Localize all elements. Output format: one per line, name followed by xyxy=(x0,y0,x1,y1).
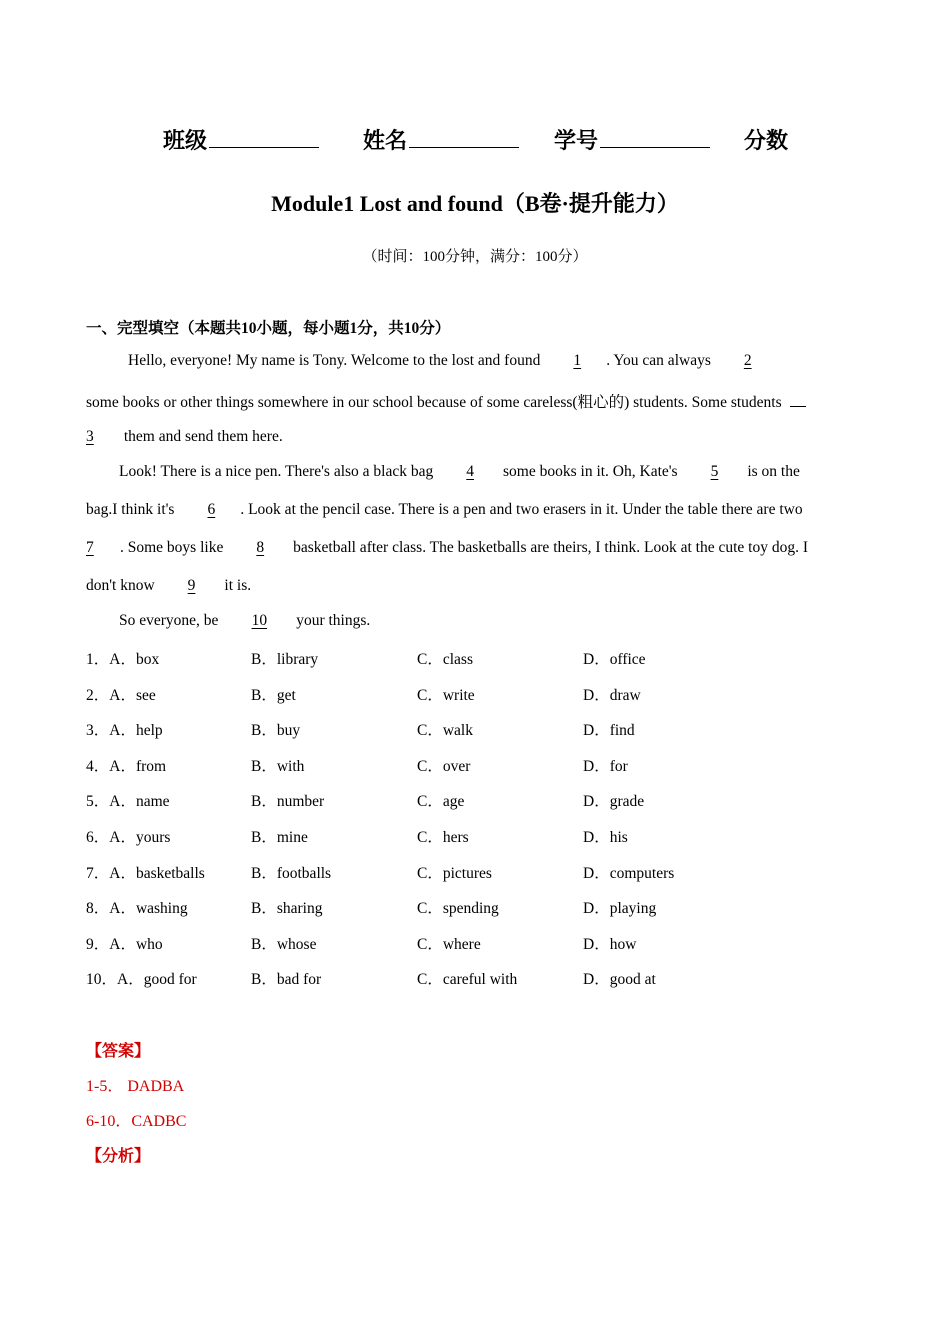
option-b: whose xyxy=(276,936,317,953)
time-score-note: （时间：100分钟，满分：100分） xyxy=(362,249,588,265)
option-cell[interactable] xyxy=(417,647,473,669)
option-d: for xyxy=(609,758,628,775)
option-cell[interactable] xyxy=(583,967,656,989)
blank-3[interactable]: 3 xyxy=(86,428,94,445)
blank-6[interactable]: 6 xyxy=(207,501,216,518)
option-c: walk xyxy=(442,722,473,739)
option-c-label: C． xyxy=(417,651,443,668)
name-label: 姓名 xyxy=(363,128,408,153)
option-cell[interactable] xyxy=(583,896,656,918)
option-b: with xyxy=(276,758,305,775)
class-label: 班级 xyxy=(163,128,208,153)
question-number: 6．A． xyxy=(86,829,136,846)
passage-line-4 xyxy=(119,463,800,481)
student-info-row xyxy=(0,124,950,158)
option-c-label: C． xyxy=(417,829,443,846)
option-d: draw xyxy=(609,687,641,704)
option-b-label: B． xyxy=(251,651,277,668)
blank-10[interactable]: 10 xyxy=(251,612,268,629)
option-c: careful with xyxy=(442,971,518,988)
option-c: where xyxy=(442,936,481,953)
option-cell[interactable] xyxy=(583,789,644,811)
option-c-label: C． xyxy=(417,758,443,775)
option-c: age xyxy=(442,793,465,810)
option-a: see xyxy=(135,687,156,704)
option-b: footballs xyxy=(276,865,332,882)
option-d: how xyxy=(609,936,637,953)
option-b: get xyxy=(276,687,296,704)
option-a: good for xyxy=(143,971,197,988)
option-b: bad for xyxy=(276,971,322,988)
option-d: grade xyxy=(609,793,645,810)
option-cell[interactable] xyxy=(86,754,166,776)
passage-text: is on the xyxy=(747,463,800,480)
option-a: box xyxy=(135,651,160,668)
option-d-label: D． xyxy=(583,793,610,810)
option-cell[interactable] xyxy=(583,754,628,776)
option-c: class xyxy=(442,651,473,668)
option-cell[interactable] xyxy=(417,932,481,954)
class-field[interactable] xyxy=(163,124,319,155)
option-b-label: B． xyxy=(251,829,277,846)
option-cell[interactable] xyxy=(583,683,641,705)
student-id-field[interactable] xyxy=(554,124,710,155)
option-d: his xyxy=(609,829,628,846)
option-cell[interactable] xyxy=(86,718,163,740)
question-number: 1．A． xyxy=(86,651,136,668)
option-d-label: D． xyxy=(583,865,610,882)
option-a: yours xyxy=(135,829,171,846)
passage-text: some books in it. Oh, Kate's xyxy=(503,463,678,480)
option-cell[interactable] xyxy=(417,896,499,918)
option-d: playing xyxy=(609,900,657,917)
question-number: 9．A． xyxy=(86,936,136,953)
name-line xyxy=(409,125,519,148)
passage-line-2 xyxy=(86,390,806,412)
class-line xyxy=(209,125,319,148)
option-c-label: C． xyxy=(417,687,443,704)
blank-8[interactable]: 8 xyxy=(256,539,265,556)
passage-text: bag.I think it's xyxy=(86,501,175,518)
section-heading: 一、完型填空（本题共10小题，每小题1分，共10分） xyxy=(86,320,451,337)
blank-7[interactable]: 7 xyxy=(86,539,94,556)
passage-line-8 xyxy=(119,612,370,630)
passage-line-7 xyxy=(86,577,251,595)
option-b-label: B． xyxy=(251,971,277,988)
option-d-label: D． xyxy=(583,936,610,953)
question-number: 4．A． xyxy=(86,758,136,775)
option-cell[interactable] xyxy=(583,825,628,847)
option-a: who xyxy=(135,936,163,953)
option-c-label: C． xyxy=(417,900,443,917)
option-b-label: B． xyxy=(251,900,277,917)
option-cell[interactable] xyxy=(251,754,304,776)
option-cell[interactable] xyxy=(417,861,492,883)
option-c-label: C． xyxy=(417,865,443,882)
option-cell[interactable] xyxy=(251,932,316,954)
option-b-label: B． xyxy=(251,936,277,953)
option-b-label: B． xyxy=(251,722,277,739)
option-b: mine xyxy=(276,829,308,846)
option-c: pictures xyxy=(442,865,492,882)
option-cell[interactable] xyxy=(251,718,300,740)
passage-text: basketball after class. The basketballs are theirs, I think. Look at the cute toy dog. I xyxy=(293,539,809,556)
blank-2[interactable]: 2 xyxy=(743,352,752,369)
option-cell[interactable] xyxy=(583,932,636,954)
blank-4[interactable]: 4 xyxy=(466,463,475,480)
answer-line-2: 6-10．CADBC xyxy=(86,1113,187,1130)
option-cell[interactable] xyxy=(251,683,296,705)
question-number: 5．A． xyxy=(86,793,136,810)
passage-line-5 xyxy=(86,501,803,519)
option-c-label: C． xyxy=(417,936,443,953)
blank-1[interactable]: 1 xyxy=(573,352,582,369)
option-cell[interactable] xyxy=(86,825,170,847)
option-b-label: B． xyxy=(251,758,277,775)
option-d-label: D． xyxy=(583,971,610,988)
option-cell[interactable] xyxy=(417,825,469,847)
name-field[interactable] xyxy=(363,124,519,155)
option-cell[interactable] xyxy=(251,896,322,918)
score-field xyxy=(744,124,788,155)
passage-text: . Some boys like xyxy=(120,539,224,556)
option-c: hers xyxy=(442,829,469,846)
passage-text: So everyone, be xyxy=(119,612,219,629)
option-c-label: C． xyxy=(417,793,443,810)
option-cell[interactable] xyxy=(417,718,473,740)
option-c: spending xyxy=(442,900,499,917)
passage-text: don't know xyxy=(86,577,155,594)
passage-text: your things. xyxy=(296,612,371,629)
option-d-label: D． xyxy=(583,651,610,668)
option-c-label: C． xyxy=(417,722,443,739)
option-a: washing xyxy=(135,900,188,917)
blank-5[interactable]: 5 xyxy=(710,463,719,480)
option-d-label: D． xyxy=(583,722,610,739)
option-cell[interactable] xyxy=(583,861,674,883)
option-b: sharing xyxy=(276,900,323,917)
option-cell[interactable] xyxy=(251,967,321,989)
passage-text: . You can always xyxy=(606,352,711,369)
option-cell[interactable] xyxy=(86,967,197,989)
passage-text: it is. xyxy=(224,577,252,594)
student-id-line xyxy=(600,125,710,148)
option-c: over xyxy=(442,758,471,775)
passage-text: Hello, everyone! My name is Tony. Welcome to the lost and found xyxy=(128,352,541,369)
passage-text: them and send them here. xyxy=(123,428,283,445)
score-label: 分数 xyxy=(744,128,789,153)
option-b-label: B． xyxy=(251,865,277,882)
option-a: from xyxy=(135,758,167,775)
option-c-label: C． xyxy=(417,971,443,988)
option-cell[interactable] xyxy=(251,647,318,669)
option-c: write xyxy=(442,687,475,704)
option-d-label: D． xyxy=(583,758,610,775)
option-b-label: B． xyxy=(251,687,277,704)
option-cell[interactable] xyxy=(86,647,159,669)
passage-text: . Look at the pencil case. There is a pen and two erasers in it. Under the table there are two xyxy=(240,501,803,518)
passage-line-6 xyxy=(86,539,808,557)
option-cell[interactable] xyxy=(583,718,635,740)
option-d: computers xyxy=(609,865,675,882)
option-d-label: D． xyxy=(583,900,610,917)
option-a: help xyxy=(135,722,163,739)
option-a: basketballs xyxy=(135,865,205,882)
page-title: Module1 Lost and found（B卷·提升能力） xyxy=(271,191,679,216)
passage-text: some books or other things somewhere in our school because of some careless(粗心的) students. Some students xyxy=(86,394,782,411)
question-number: 10．A． xyxy=(86,971,144,988)
question-number: 2．A． xyxy=(86,687,136,704)
question-number: 7．A． xyxy=(86,865,136,882)
analysis-heading: 【分析】 xyxy=(86,1148,151,1165)
option-a: name xyxy=(135,793,170,810)
option-b: buy xyxy=(276,722,301,739)
option-cell[interactable] xyxy=(417,789,464,811)
question-number: 3．A． xyxy=(86,722,136,739)
option-cell[interactable] xyxy=(86,861,205,883)
option-cell[interactable] xyxy=(417,683,475,705)
blank-9[interactable]: 9 xyxy=(187,577,196,594)
answer-line-1: 1-5． DADBA xyxy=(86,1078,185,1095)
passage-text: Look! There is a nice pen. There's also a black bag xyxy=(119,463,434,480)
option-cell[interactable] xyxy=(86,896,188,918)
option-d: good at xyxy=(609,971,656,988)
option-cell[interactable] xyxy=(251,789,324,811)
question-number: 8．A． xyxy=(86,900,136,917)
answer-heading: 【答案】 xyxy=(86,1043,151,1060)
option-cell[interactable] xyxy=(583,647,646,669)
option-d: office xyxy=(609,651,646,668)
option-b: number xyxy=(276,793,325,810)
option-cell[interactable] xyxy=(86,789,170,811)
blank-3-start xyxy=(790,392,806,407)
option-cell[interactable] xyxy=(251,825,308,847)
option-d-label: D． xyxy=(583,829,610,846)
option-cell[interactable] xyxy=(86,932,163,954)
option-b-label: B． xyxy=(251,793,277,810)
option-d: find xyxy=(609,722,635,739)
student-id-label: 学号 xyxy=(554,128,599,153)
passage-line-3 xyxy=(86,428,283,446)
option-b: library xyxy=(276,651,319,668)
option-cell[interactable] xyxy=(417,754,470,776)
option-cell[interactable] xyxy=(417,967,517,989)
option-cell[interactable] xyxy=(86,683,156,705)
option-d-label: D． xyxy=(583,687,610,704)
option-cell[interactable] xyxy=(251,861,331,883)
passage-line-1 xyxy=(128,352,777,370)
